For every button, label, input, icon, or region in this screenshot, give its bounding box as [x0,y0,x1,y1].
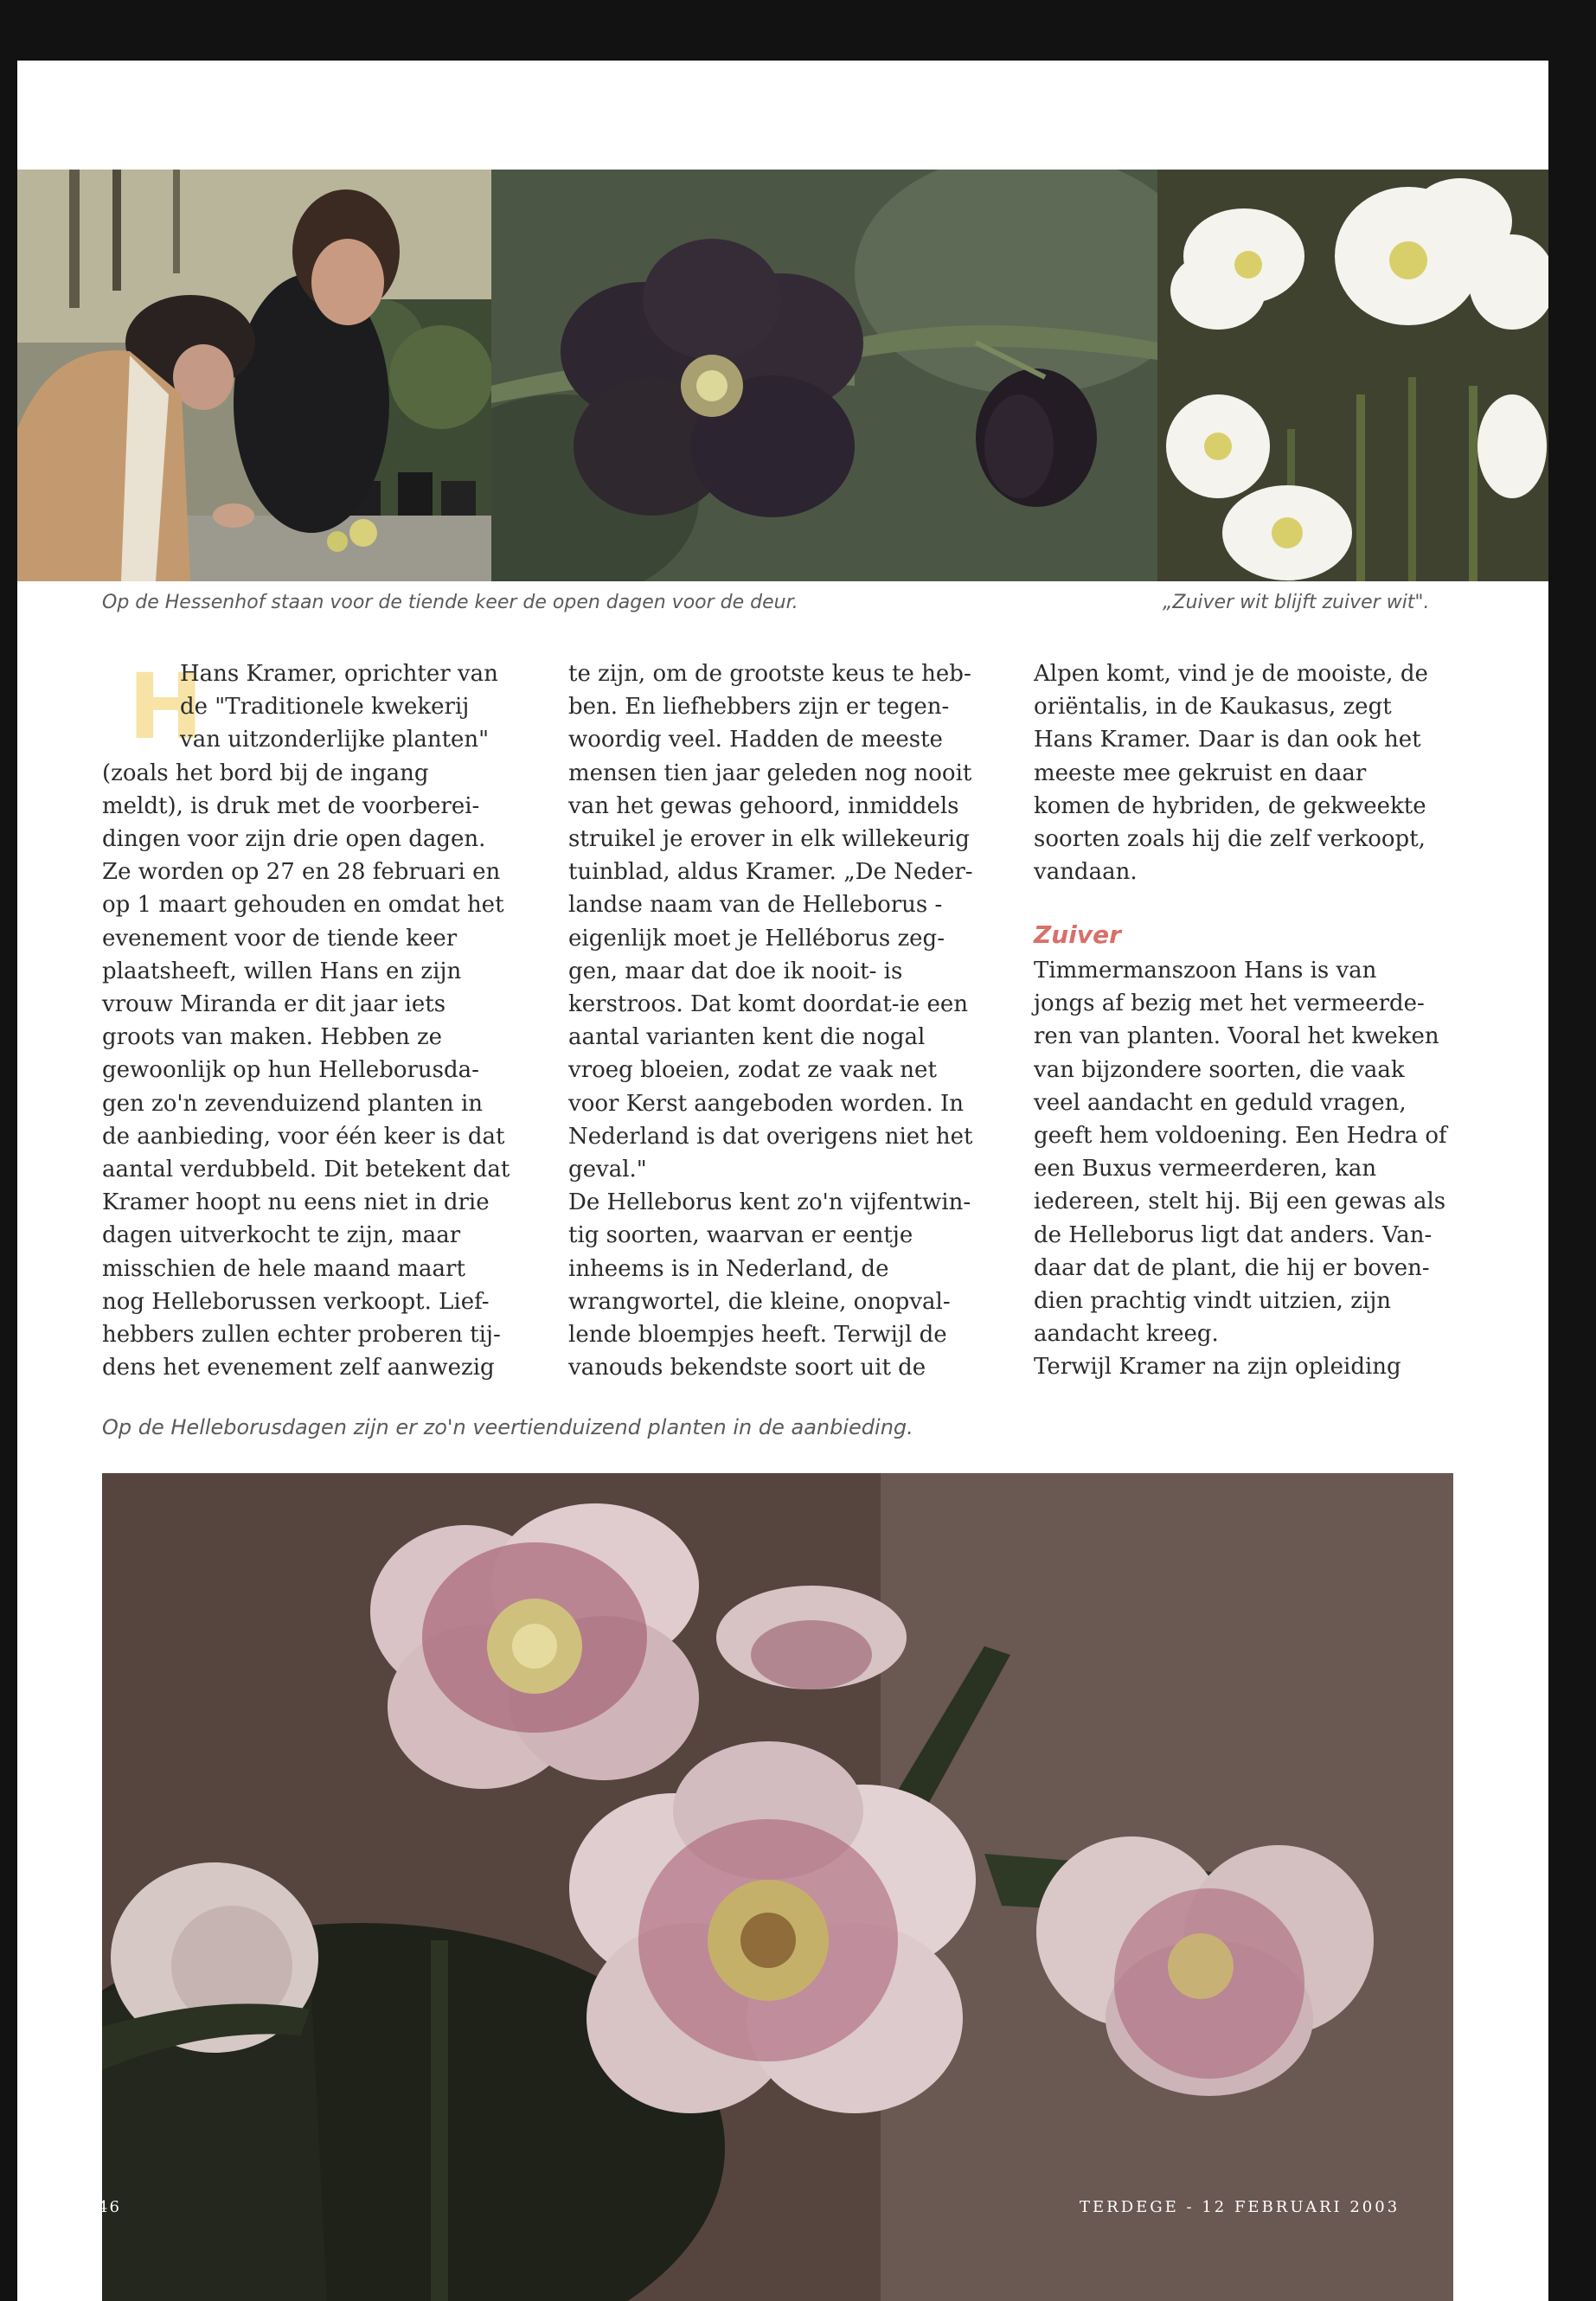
text-line: Nederland is dat overigens niet het [568,1123,973,1150]
text-line: van uitzonderlijke planten" [180,727,490,753]
text-line: gen, maar dat doe ik nooit- is [568,958,903,984]
text-line: vandaan. [1034,859,1138,886]
text-line: evenement voor de tiende keer [102,925,458,952]
text-line: geval." [568,1157,647,1183]
text-line: tig soorten, waarvan er eentje [568,1222,913,1249]
text-line: (zoals het bord bij de ingang [102,760,429,786]
text-line: eigenlijk moet je Helléborus zeg- [568,925,945,952]
text-line: Ze worden op 27 en 28 februari en [102,859,501,886]
text-line: gewoonlijk op hun Helleborusda- [102,1057,479,1084]
text-line: kerstroos. Dat komt doordat-ie een [568,991,969,1018]
text-line: groots van maken. Hebben ze [102,1024,443,1051]
text-line: struikel je erover in elk willekeurig [568,826,970,853]
text-line: Hans Kramer. Daar is dan ook het [1034,727,1421,753]
text-line: wrangwortel, die kleine, onopval- [568,1288,951,1315]
page-number: 46 [98,2198,121,2216]
dropcap-letter: H [128,654,204,760]
text-line: de Helleborus ligt dat anders. Van- [1034,1221,1433,1248]
column-1 [102,757,510,1385]
text-line: aantal varianten kent die nogal [568,1024,926,1051]
caption-top-left: Op de Hessenhof staan voor de tiende keer de open dagen voor de deur. [102,592,798,613]
text-line: dingen voor zijn drie open dagen. [102,826,486,852]
text-line: vrouw Miranda er dit jaar iets [102,991,446,1018]
text-line: de aanbieding, voor één keer is dat [102,1123,505,1150]
text-line: vroeg bloeien, zodat ze vaak net [568,1057,937,1084]
text-line: lende bloempjes heeft. Terwijl de [568,1322,947,1349]
text-line: geeft hem voldoening. Een Hedra of [1034,1123,1447,1150]
text-line: inheems is in Nederland, de [568,1255,889,1282]
text-line: voor Kerst aangeboden worden. In [568,1090,965,1117]
text-line: daar dat de plant, die hij er boven- [1034,1254,1430,1281]
text-line: dagen uitverkocht te zijn, maar [102,1222,461,1249]
caption-middle: Op de Helleborusdagen zijn er zo'n veertienduizend planten in de aanbieding. [102,1415,913,1439]
column-3-top [1034,657,1428,888]
text-line: veel aandacht en geduld vragen, [1034,1089,1407,1116]
text-line: gen zo'n zevenduizend planten in [102,1090,484,1117]
scan-top-border [0,0,1596,61]
photo-white-hellebores [1157,170,1548,581]
text-line: landse naam van de Helleborus - [568,892,943,919]
publication-footer: TERDEGE - 12 FEBRUARI 2003 [1080,2198,1401,2216]
text-line: Terwijl Kramer na zijn opleiding [1034,1354,1401,1381]
text-line: meeste mee gekruist en daar [1034,760,1367,786]
text-line: ren van planten. Vooral het kweken [1034,1023,1439,1050]
text-line: ben. En liefhebbers zijn er tegen- [568,694,950,721]
text-line: meldt), is druk met de voorberei- [102,792,480,819]
column-1-indent [180,657,498,757]
column-2 [568,657,973,1384]
text-line: te zijn, om de grootste keus te heb- [568,661,971,687]
photo-women-in-nursery [17,170,491,581]
text-line: hebbers zullen echter proberen tij- [102,1322,501,1349]
text-line: plaatsheeft, willen Hans en zijn [102,958,462,984]
text-line: Timmermanszoon Hans is van [1034,958,1377,984]
text-line: iedereen, stelt hij. Bij een gewas als [1034,1189,1446,1215]
text-line: dens het evenement zelf aanwezig [102,1355,495,1381]
photo-speckled-hellebores [102,1473,1453,2301]
text-line: Alpen komt, vind je de mooiste, de [1034,661,1428,687]
text-line: woordig veel. Hadden de meeste [568,727,943,753]
photo-dark-hellebore [491,170,1157,581]
text-line: De Helleborus kent zo'n vijfentwin- [568,1189,971,1216]
text-line: Hans Kramer, oprichter van [180,661,498,687]
text-line: op 1 maart gehouden en omdat het [102,892,504,919]
text-line: nog Helleborussen verkoopt. Lief- [102,1288,490,1315]
text-line: aandacht kreeg. [1034,1321,1219,1348]
text-line: komen de hybriden, de gekweekte [1034,792,1426,819]
scan-left-border [0,0,17,2301]
text-line: soorten zoals hij die zelf verkoopt, [1034,826,1426,853]
text-line: oriëntalis, in de Kaukasus, zegt [1034,694,1392,721]
text-line: mensen tien jaar geleden nog nooit [568,760,972,786]
text-line: jongs af bezig met het vermeerde- [1034,990,1425,1017]
caption-top-right: „Zuiver wit blijft zuiver wit". [1163,592,1430,613]
text-line: van het gewas gehoord, inmiddels [568,792,959,819]
column-3-bottom [1034,954,1447,1384]
text-line: aantal verdubbeld. Dit betekent dat [102,1157,510,1183]
subheading: Zuiver [1034,920,1121,949]
text-line: een Buxus vermeerderen, kan [1034,1156,1377,1183]
text-line: dien prachtig vindt uitzien, zijn [1034,1288,1392,1315]
text-line: de "Traditionele kwekerij [180,694,470,721]
scan-right-border [1548,61,1596,2301]
text-line: Kramer hoopt nu eens niet in drie [102,1189,490,1216]
text-line: misschien de hele maand maart [102,1255,465,1282]
text-line: vanouds bekendste soort uit de [568,1355,926,1381]
text-line: tuinblad, aldus Kramer. „De Neder- [568,859,973,886]
text-line: van bijzondere soorten, die vaak [1034,1056,1405,1083]
